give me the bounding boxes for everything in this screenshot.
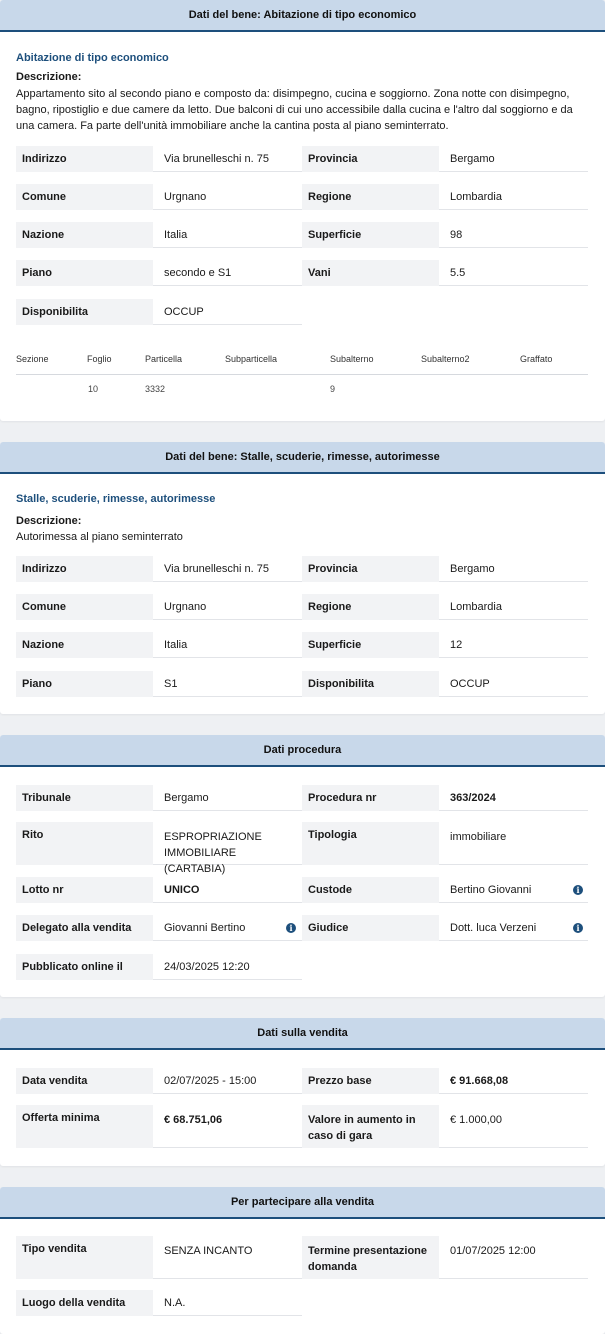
field-value: Urgnano (153, 594, 302, 620)
field-vani (302, 260, 588, 286)
field-value: Bergamo (439, 146, 588, 172)
field-termine-presentazione (302, 1236, 588, 1279)
field-label: Tipo vendita (16, 1236, 153, 1279)
field-value: Lombardia (439, 184, 588, 210)
field-value: Dott. luca Verzeni (439, 915, 588, 941)
field-label: Piano (16, 260, 153, 286)
field-nazione (16, 632, 302, 658)
field-delegato (16, 915, 302, 941)
field-prezzo-base (302, 1068, 588, 1094)
field-label: Tipologia (302, 822, 439, 865)
field-disponibilita (302, 671, 588, 697)
section-title: Dati procedura (0, 735, 605, 767)
field-tribunale (16, 785, 302, 811)
field-value: OCCUP (439, 671, 588, 697)
field-value: Italia (153, 632, 302, 658)
field-provincia (302, 556, 588, 582)
catasto-divider (16, 374, 588, 375)
field-value: 24/03/2025 12:20 (153, 954, 302, 980)
info-icon[interactable]: i (573, 885, 583, 895)
field-giudice (302, 915, 588, 941)
field-label: Procedura nr (302, 785, 439, 811)
field-disponibilita (16, 299, 302, 325)
catasto-header-graffato: Graffato (520, 354, 553, 364)
field-value: Giovanni Bertino (153, 915, 302, 941)
field-value: Urgnano (153, 184, 302, 210)
field-valore-aumento (302, 1105, 588, 1148)
field-lotto-nr (16, 877, 302, 903)
field-label: Disponibilita (302, 671, 439, 697)
field-value: Lombardia (439, 594, 588, 620)
field-label: Comune (16, 184, 153, 210)
field-label: Regione (302, 184, 439, 210)
field-label: Pubblicato online il (16, 954, 153, 980)
section-title: Dati del bene: Stalle, scuderie, rimesse, autorimesse (0, 442, 605, 474)
field-nazione (16, 222, 302, 248)
field-label: Prezzo base (302, 1068, 439, 1094)
section-partecipare (0, 1187, 605, 1334)
field-label: Vani (302, 260, 439, 286)
field-indirizzo (16, 146, 302, 172)
field-comune (16, 184, 302, 210)
field-comune (16, 594, 302, 620)
description-label: Descrizione: (16, 71, 82, 83)
description-label: Descrizione: (16, 515, 82, 527)
field-label: Luogo della vendita (16, 1290, 153, 1316)
bene-subtitle: Abitazione di tipo economico (16, 52, 169, 64)
field-pubblicato (16, 954, 302, 980)
catasto-header-foglio: Foglio (87, 354, 112, 364)
field-value: 98 (439, 222, 588, 248)
field-custode (302, 877, 588, 903)
field-luogo-vendita (16, 1290, 302, 1316)
info-icon[interactable]: i (286, 923, 296, 933)
field-value: 363/2024 (439, 785, 588, 811)
field-value: N.A. (153, 1290, 302, 1316)
field-label: Superficie (302, 632, 439, 658)
field-label: Termine presentazione domanda (302, 1236, 439, 1279)
field-value: 02/07/2025 - 15:00 (153, 1068, 302, 1094)
catasto-header-particella: Particella (145, 354, 183, 364)
catasto-subalterno: 9 (330, 384, 336, 394)
section-abitazione (0, 0, 605, 421)
field-value: SENZA INCANTO (153, 1236, 302, 1279)
field-regione (302, 594, 588, 620)
field-label: Tribunale (16, 785, 153, 811)
field-value: € 91.668,08 (439, 1068, 588, 1094)
field-rito (16, 822, 302, 875)
catasto-header-subparticella: Subparticella (225, 354, 278, 364)
field-label: Giudice (302, 915, 439, 941)
section-dati-vendita (0, 1018, 605, 1166)
field-value: Italia (153, 222, 302, 248)
catasto-foglio: 10 (88, 384, 99, 394)
field-value: € 1.000,00 (439, 1105, 588, 1148)
catasto-particella: 3332 (145, 384, 166, 394)
field-label: Piano (16, 671, 153, 697)
catasto-header-subalterno2: Subalterno2 (421, 354, 470, 364)
field-value: Bergamo (153, 785, 302, 811)
field-label: Offerta minima (16, 1105, 153, 1148)
field-label: Custode (302, 877, 439, 903)
field-piano (16, 671, 302, 697)
field-label: Comune (16, 594, 153, 620)
field-value: Bergamo (439, 556, 588, 582)
field-label: Indirizzo (16, 146, 153, 172)
field-value: secondo e S1 (153, 260, 302, 286)
field-label: Disponibilita (16, 299, 153, 325)
catasto-header-sezione: Sezione (16, 354, 49, 364)
field-value: 5.5 (439, 260, 588, 286)
field-value: Via brunelleschi n. 75 (153, 146, 302, 172)
field-value: Bertino Giovanni (439, 877, 588, 903)
field-label: Rito (16, 822, 153, 865)
field-label: Indirizzo (16, 556, 153, 582)
field-superficie (302, 222, 588, 248)
field-label: Valore in aumento in caso di gara (302, 1105, 439, 1148)
section-stalle (0, 442, 605, 714)
field-offerta-minima (16, 1105, 302, 1148)
field-label: Regione (302, 594, 439, 620)
bene-subtitle: Stalle, scuderie, rimesse, autorimesse (16, 493, 216, 505)
field-label: Superficie (302, 222, 439, 248)
description-text: Autorimessa al piano seminterrato (16, 531, 183, 543)
field-value: immobiliare (439, 822, 588, 865)
section-title: Dati sulla vendita (0, 1018, 605, 1050)
field-label: Nazione (16, 222, 153, 248)
field-tipologia (302, 822, 588, 865)
field-value: Via brunelleschi n. 75 (153, 556, 302, 582)
field-provincia (302, 146, 588, 172)
section-dati-procedura (0, 735, 605, 997)
field-value: S1 (153, 671, 302, 697)
field-value: UNICO (153, 877, 302, 903)
field-data-vendita (16, 1068, 302, 1094)
field-superficie (302, 632, 588, 658)
field-procedura-nr (302, 785, 588, 811)
field-label: Provincia (302, 556, 439, 582)
info-icon[interactable]: i (573, 923, 583, 933)
section-title: Dati del bene: Abitazione di tipo economico (0, 0, 605, 32)
description-text: Appartamento sito al secondo piano e composto da: disimpegno, cucina e soggiorno. Zona notte con disimpegno, bagno, ripostiglio e due camere da letto. Due balconi di cui uno accessibile dalla cucina e l'altro dal soggiorno e da una camera. Fa parte dell'unità immobiliare anche la cantina posta al piano seminterrato. (16, 88, 573, 132)
field-regione (302, 184, 588, 210)
field-piano (16, 260, 302, 286)
field-value: ESPROPRIAZIONE IMMOBILIARE (CARTABIA) (153, 822, 302, 865)
field-label: Data vendita (16, 1068, 153, 1094)
field-label: Provincia (302, 146, 439, 172)
field-value: 01/07/2025 12:00 (439, 1236, 588, 1279)
field-value: 12 (439, 632, 588, 658)
field-label: Lotto nr (16, 877, 153, 903)
field-label: Nazione (16, 632, 153, 658)
catasto-header-subalterno: Subalterno (330, 354, 374, 364)
field-tipo-vendita (16, 1236, 302, 1279)
field-value: OCCUP (153, 299, 302, 325)
field-label: Delegato alla vendita (16, 915, 153, 941)
section-title: Per partecipare alla vendita (0, 1187, 605, 1219)
field-value: € 68.751,06 (153, 1105, 302, 1148)
field-indirizzo (16, 556, 302, 582)
